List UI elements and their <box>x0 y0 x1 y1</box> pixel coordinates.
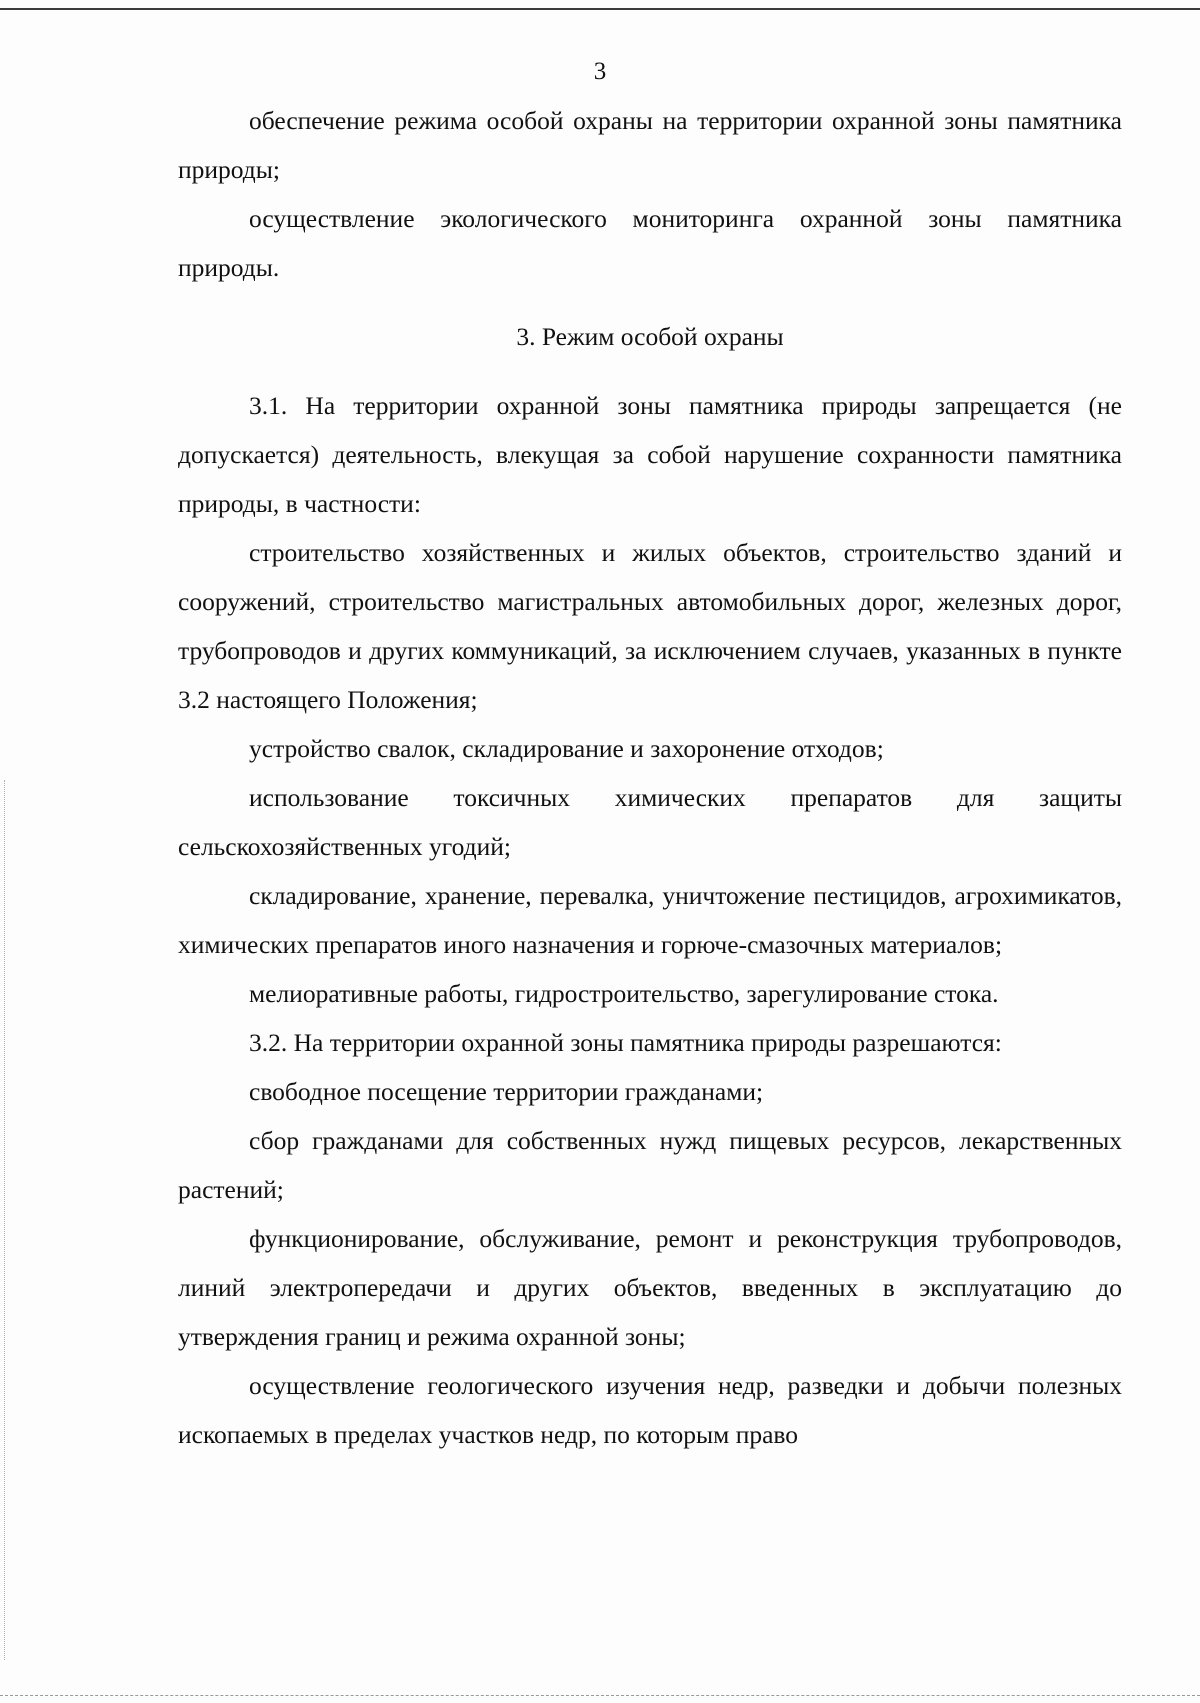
paragraph: мелиоративные работы, гидростроительство, зарегулирование стока. <box>249 979 999 1008</box>
paragraph: свободное посещение территории гражданами; <box>249 1077 764 1106</box>
paragraph: 3.2. На территории охранной зоны памятника природы разрешаются: <box>249 1028 1002 1057</box>
page-number: 3 <box>593 58 607 85</box>
paragraph: устройство свалок, складирование и захоронение отходов; <box>249 734 884 763</box>
document-body <box>178 96 1122 1459</box>
paragraph: функционирование, обслуживание, ремонт и реконструкция трубопроводов, линий электропередачи и других объектов, введенных в эксплуатацию до утверждения границ и режима охранной зоны; <box>178 1224 1122 1351</box>
paragraph: осуществление экологического мониторинга охранной зоны памятника природы. <box>178 204 1122 282</box>
scan-bottom-edge <box>0 1695 1200 1696</box>
paragraph: сбор гражданами для собственных нужд пищевых ресурсов, лекарственных растений; <box>178 1126 1122 1204</box>
paragraph: строительство хозяйственных и жилых объектов, строительство зданий и сооружений, строительство магистральных автомобильных дорог, железных дорог, трубопроводов и других коммуникаций, за исключением случаев, указанных в пункте 3.2 настоящего Положения; <box>178 538 1122 714</box>
paragraph: 3.1. На территории охранной зоны памятника природы запрещается (не допускается) деятельность, влекущая за собой нарушение сохранности памятника природы, в частности: <box>178 391 1122 518</box>
scan-top-edge <box>0 8 1200 10</box>
paragraph: использование токсичных химических препаратов для защиты сельскохозяйственных угодий; <box>178 783 1122 861</box>
section-heading: 3. Режим особой охраны <box>516 322 784 351</box>
paragraph: осуществление геологического изучения недр, разведки и добычи полезных ископаемых в пределах участков недр, по которым право <box>178 1371 1122 1449</box>
paragraph: обеспечение режима особой охраны на территории охранной зоны памятника природы; <box>178 106 1122 184</box>
paragraph: складирование, хранение, перевалка, уничтожение пестицидов, агрохимикатов, химических препаратов иного назначения и горюче-смазочных материалов; <box>178 881 1122 959</box>
scan-margin-marks <box>4 780 7 1660</box>
